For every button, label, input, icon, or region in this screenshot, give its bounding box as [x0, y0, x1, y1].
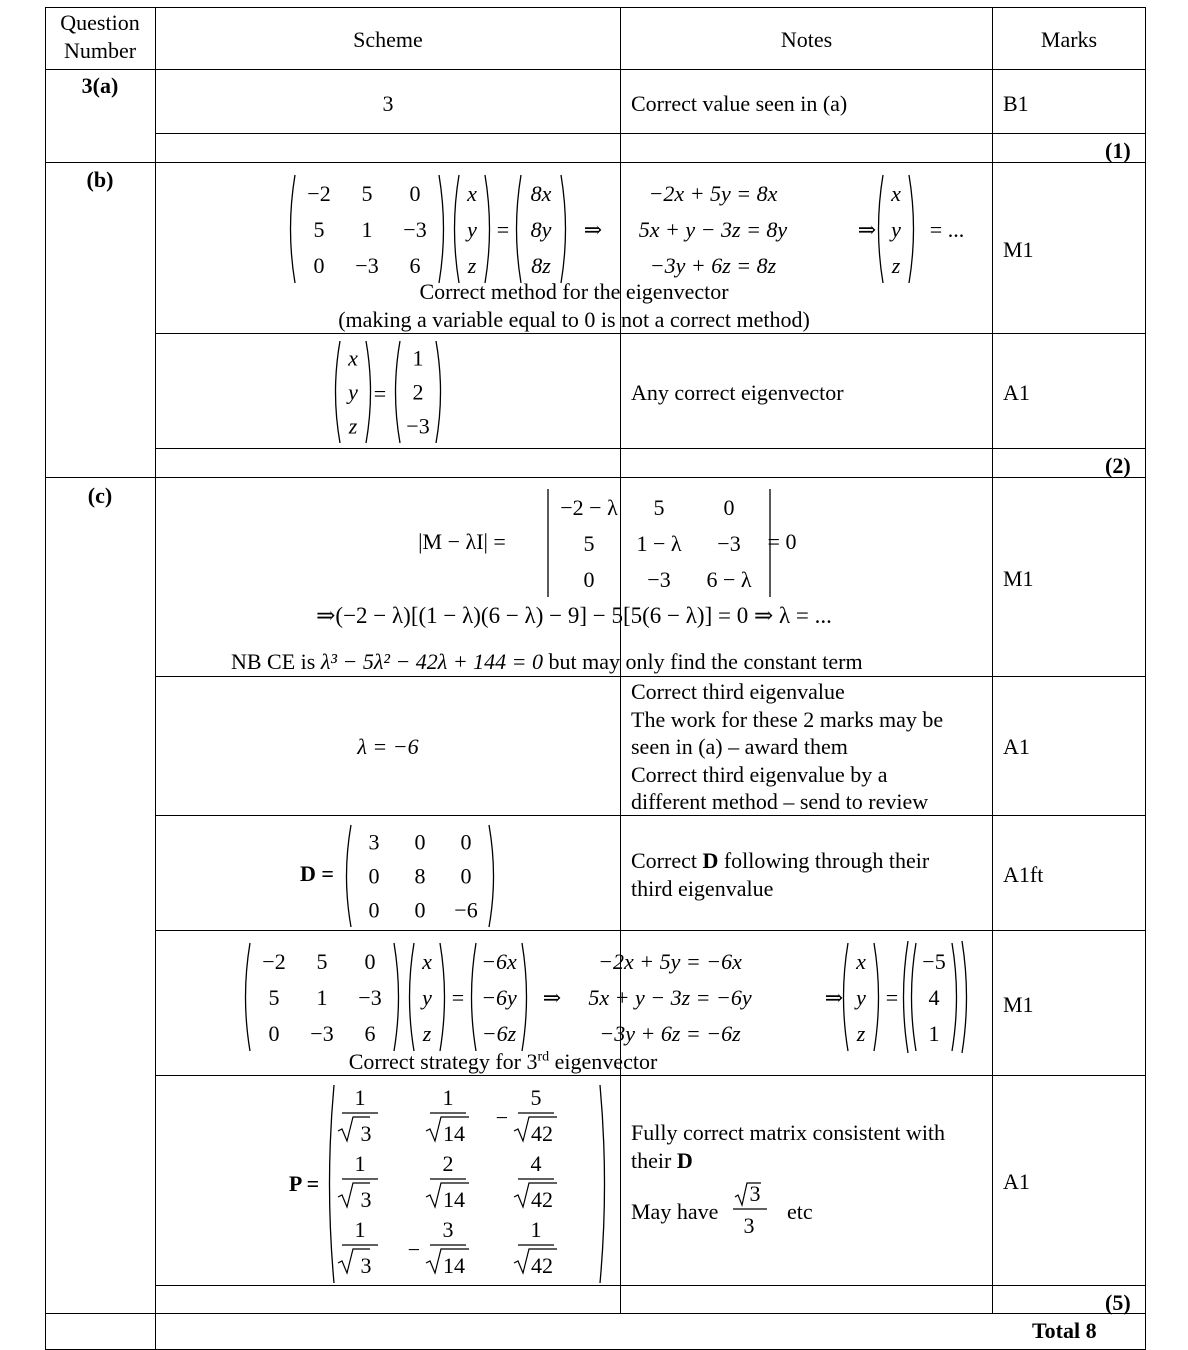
part-c-note-lambda: [631, 678, 943, 816]
frac-num: 4: [530, 1151, 542, 1176]
frac-den: 3: [360, 1121, 372, 1146]
part-b-note2: Any correct eigenvector: [631, 380, 844, 405]
part-a-scheme: 3: [382, 91, 394, 116]
matrix-entry: −6z: [481, 1020, 517, 1046]
matrix-entry: −3: [717, 530, 741, 556]
paren: [291, 175, 296, 283]
part-c-mark4: M1: [1003, 992, 1034, 1017]
frac-den: 42: [531, 1121, 553, 1146]
may-have-text: May have: [631, 1199, 719, 1224]
matrix-entry: 1: [361, 216, 373, 242]
rule-left: [45, 7, 46, 1350]
equation-line: −3y + 6z = −6z: [599, 1021, 741, 1046]
rule-b-end: [45, 477, 1146, 478]
matrix-entry: z: [422, 1020, 432, 1046]
sign: −: [495, 1105, 509, 1130]
part-c-determinant: [390, 481, 797, 592]
paren: [366, 341, 371, 443]
matrix-entry: −2: [262, 948, 286, 974]
det-lhs: |M − λI| =: [418, 529, 506, 554]
ce-equation: λ³ − 5λ² − 42λ + 144 = 0: [320, 649, 544, 674]
paren: [489, 825, 494, 927]
matrix-entry: 6: [364, 1020, 376, 1046]
frac-num: 1: [354, 1151, 366, 1176]
paren: [394, 943, 399, 1051]
matrix-entry: y: [467, 216, 477, 242]
frac-num: 5: [530, 1085, 542, 1110]
part-b-label: (b): [86, 167, 114, 192]
equation-line: 5x + y − 3z = −6y: [588, 985, 752, 1010]
paren: [962, 941, 967, 1053]
matrix-entry: z: [891, 252, 901, 278]
part-c-eigen-equation-3: [240, 933, 946, 1046]
frac-num: 1: [354, 1085, 366, 1110]
equals: =: [885, 985, 899, 1010]
part-c-subtotal: (5): [1105, 1290, 1131, 1315]
frac-num: 3: [442, 1217, 454, 1242]
header-question-number: Question Number: [60, 10, 140, 63]
matrix-entry: −2: [307, 180, 331, 206]
rule-c3: [155, 930, 1146, 931]
note-P-may-have: [631, 1173, 831, 1243]
matrix-entry: 8y: [530, 216, 552, 242]
matrix-entry: 0: [268, 1020, 280, 1046]
matrix-entry: 1: [412, 345, 424, 371]
D-label: D =: [300, 861, 334, 886]
matrix-entry: 0: [460, 829, 472, 855]
equals: =: [373, 381, 387, 406]
rule-a-end: [45, 162, 1146, 163]
note-D-pre: Correct: [631, 848, 697, 873]
note-P-line1: Fully correct matrix consistent with: [631, 1120, 946, 1145]
part-c-mark5: A1: [1003, 1169, 1030, 1194]
matrix-entry: y: [348, 379, 358, 405]
strategy-sup: rd: [537, 1049, 550, 1065]
part-c-mark2: A1: [1003, 734, 1030, 759]
part-c-label: (c): [87, 483, 113, 508]
matrix-entry: x: [422, 948, 432, 974]
equals: =: [451, 985, 465, 1010]
matrix-entry: 6: [409, 252, 421, 278]
note-D-line2: third eigenvalue: [631, 875, 774, 901]
part-b-subtotal: (2): [1105, 453, 1131, 478]
rule-header: [45, 69, 1146, 70]
note-lambda-line: seen in (a) – award them: [631, 734, 848, 759]
frac-num: 1: [530, 1217, 542, 1242]
note-lambda-line: different method – send to review: [631, 789, 929, 814]
part-a-mark: B1: [1003, 91, 1029, 116]
part-b-method-text: Correct method for the eigenvector: [419, 279, 729, 304]
paren: [904, 941, 909, 1053]
part-c-expansion: ⇒(−2 − λ)[(1 − λ)(6 − λ) − 9] − 5[5(6 − λ)] = 0 ⇒ λ = ...: [316, 603, 832, 628]
paren: [436, 341, 441, 443]
rule-a-sub: [155, 133, 1146, 134]
matrix-entry: 5: [583, 530, 595, 556]
rule-b2: [155, 448, 1146, 449]
matrix-entry: 0: [583, 566, 595, 592]
paren: [396, 341, 401, 443]
frac-num: 3: [749, 1181, 761, 1206]
matrix-entry: −3: [355, 252, 379, 278]
matrix-entry: 3: [368, 829, 380, 855]
matrix-entry: 1 − λ: [636, 530, 682, 556]
matrix-entry: 6 − λ: [706, 566, 752, 592]
det-rhs: = 0: [767, 529, 797, 554]
rule-col3: [992, 7, 993, 1313]
matrix-entry: y: [856, 984, 866, 1010]
matrix-entry: z: [348, 413, 358, 439]
part-b-mark2: A1: [1003, 380, 1030, 405]
rule-b1: [155, 333, 1146, 334]
part-c-note-D: [631, 847, 929, 902]
part-c-note-P: [631, 1119, 945, 1174]
paren: [485, 175, 490, 283]
rule-c4: [155, 1075, 1146, 1076]
matrix-entry: x: [348, 345, 358, 371]
total: Total 8: [1032, 1318, 1097, 1343]
frac-den: 14: [443, 1187, 465, 1212]
matrix-entry: 0: [414, 829, 426, 855]
strategy-post: eigenvector: [554, 1049, 658, 1074]
frac-den: 14: [443, 1253, 465, 1278]
matrix-entry: 8z: [531, 252, 551, 278]
matrix-entry: 8: [414, 863, 426, 889]
matrix-entry: 1: [316, 984, 328, 1010]
matrix-entry: y: [422, 984, 432, 1010]
matrix-entry: 5: [313, 216, 325, 242]
matrix-entry: −3: [358, 984, 382, 1010]
implies: ⇒: [857, 217, 877, 242]
result-tail: = ...: [929, 217, 965, 242]
paren: [561, 175, 566, 283]
paren: [246, 943, 251, 1051]
frac-den: 42: [531, 1253, 553, 1278]
mark-scheme-table: [45, 7, 1146, 1350]
paren: [517, 175, 522, 283]
matrix-entry: 5: [316, 948, 328, 974]
paren: [347, 825, 352, 927]
matrix-entry: −6x: [481, 948, 517, 974]
equals: =: [496, 217, 510, 242]
part-b-method-text2: (making a variable equal to 0 is not a correct method): [338, 307, 810, 332]
matrix-entry: −3: [406, 413, 430, 439]
sign: −: [407, 1237, 421, 1262]
paren: [522, 943, 527, 1051]
rule-right: [1145, 7, 1146, 1350]
rule-col1: [155, 7, 156, 1350]
note-lambda-line: The work for these 2 marks may be: [631, 706, 944, 732]
ce-suffix: but may only find the constant term: [548, 649, 863, 674]
matrix-entry: 2: [412, 379, 424, 405]
paren: [439, 175, 444, 283]
frac-num: 1: [354, 1217, 366, 1242]
matrix-entry: 5: [268, 984, 280, 1010]
paren: [909, 175, 914, 283]
note-P-line2-bold: D: [676, 1147, 693, 1173]
rule-c5: [155, 1285, 1146, 1286]
part-c-mark3: A1ft: [1003, 862, 1044, 887]
rule-c1: [155, 676, 1146, 677]
frac-num: 1: [442, 1085, 454, 1110]
note-D-bold: D: [702, 848, 719, 873]
frac-den: 42: [531, 1187, 553, 1212]
matrix-entry: 5: [361, 180, 373, 206]
equation-line: −2x + 5y = 8x: [648, 181, 778, 206]
part-c-D-matrix: [285, 819, 495, 927]
part-c-lambda: λ = −6: [357, 734, 419, 759]
paren: [330, 1085, 335, 1283]
part-b-eigenvector: [330, 337, 450, 445]
header-scheme: Scheme: [353, 27, 423, 52]
frac-den: 3: [743, 1213, 755, 1238]
matrix-entry: 8x: [530, 180, 552, 206]
part-b-mark1: M1: [1003, 237, 1034, 262]
paren: [455, 175, 460, 283]
P-label: P =: [288, 1171, 320, 1196]
matrix-entry: x: [891, 180, 901, 206]
ce-prefix: NB CE is: [231, 649, 316, 674]
equation-line: 5x + y − 3z = 8y: [638, 217, 788, 242]
etc-text: etc: [787, 1199, 813, 1224]
part-b-eigen-equation: [285, 165, 965, 278]
equation-line: −2x + 5y = −6x: [598, 949, 742, 974]
implies: ⇒: [824, 985, 844, 1010]
frac-den: 14: [443, 1121, 465, 1146]
header-marks: Marks: [1040, 27, 1098, 52]
paren: [410, 943, 415, 1051]
note-lambda-line: Correct third eigenvalue: [631, 679, 845, 704]
matrix-entry: z: [856, 1020, 866, 1046]
matrix-entry: 0: [414, 897, 426, 923]
matrix-entry: 0: [409, 180, 421, 206]
matrix-entry: −6: [454, 897, 478, 923]
matrix-entry: 1: [928, 1020, 940, 1046]
matrix-entry: 0: [723, 494, 735, 520]
paren: [952, 943, 957, 1051]
part-c-strategy: [271, 1049, 735, 1074]
matrix-entry: 0: [364, 948, 376, 974]
paren: [336, 341, 341, 443]
paren: [844, 943, 849, 1051]
matrix-entry: 0: [368, 897, 380, 923]
matrix-entry: 0: [368, 863, 380, 889]
matrix-entry: y: [891, 216, 901, 242]
matrix-entry: 5: [653, 494, 665, 520]
paren: [912, 943, 917, 1051]
part-a-note: Correct value seen in (a): [631, 91, 848, 116]
matrix-entry: 0: [460, 863, 472, 889]
matrix-entry: −3: [403, 216, 427, 242]
matrix-entry: z: [467, 252, 477, 278]
paren: [879, 175, 884, 283]
matrix-entry: −6y: [481, 984, 517, 1010]
part-c-P-matrix: [240, 1079, 553, 1283]
paren: [874, 943, 879, 1051]
frac-den: 3: [360, 1253, 372, 1278]
matrix-entry: x: [467, 180, 477, 206]
paren: [600, 1085, 605, 1283]
part-a-label: 3(a): [81, 73, 119, 98]
matrix-entry: −5: [922, 948, 946, 974]
rule-top: [45, 7, 1146, 8]
frac-den: 3: [360, 1187, 372, 1212]
frac-num: 2: [442, 1151, 454, 1176]
note-D-post: following through their: [723, 848, 930, 873]
matrix-entry: −3: [310, 1020, 334, 1046]
note-P-line2-pre: their: [631, 1147, 672, 1173]
matrix-entry: 0: [313, 252, 325, 278]
part-a-subtotal: (1): [1105, 138, 1131, 163]
matrix-entry: −3: [647, 566, 671, 592]
matrix-entry: −2 − λ: [560, 494, 618, 520]
paren: [472, 943, 477, 1051]
matrix-entry: 4: [928, 984, 940, 1010]
note-lambda-line: Correct third eigenvalue by a: [631, 761, 888, 787]
equation-line: −3y + 6z = 8z: [649, 253, 777, 278]
implies: ⇒: [542, 985, 562, 1010]
paren: [440, 943, 445, 1051]
header-notes: Notes: [780, 27, 833, 52]
rule-c-end: [45, 1313, 1146, 1314]
part-c-mark1: M1: [1003, 566, 1034, 591]
implies: ⇒: [583, 217, 603, 242]
part-c-ce-line: [231, 649, 863, 674]
strategy-pre: Correct strategy for 3: [348, 1049, 538, 1074]
matrix-entry: x: [856, 948, 866, 974]
